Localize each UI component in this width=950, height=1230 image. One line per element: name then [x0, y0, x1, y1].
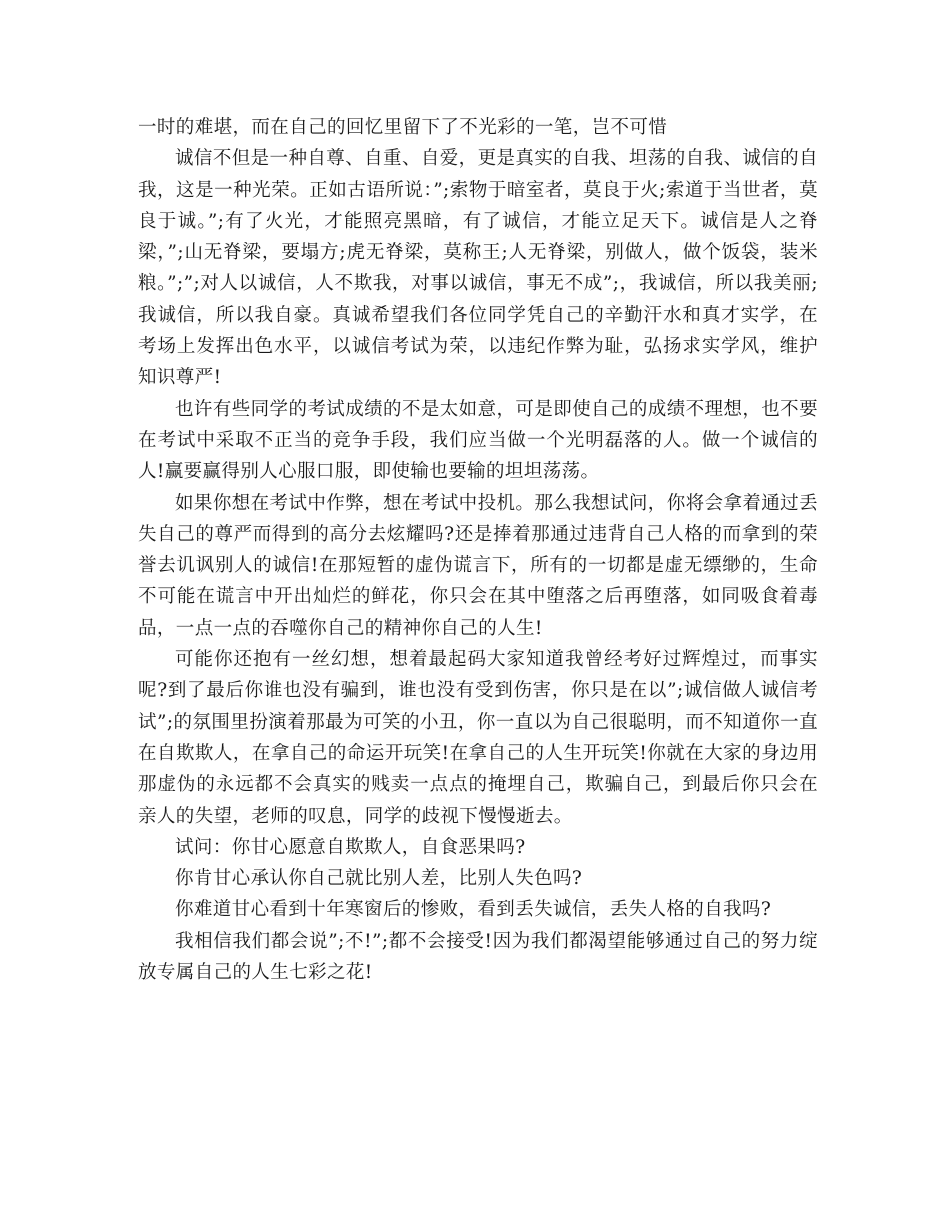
paragraph-continuation: 一时的难堪，而在自己的回忆里留下了不光彩的一笔，岂不可惜 [138, 117, 668, 138]
paragraph-fair-competition: 也许有些同学的考试成绩的不是太如意，可是即使自己的成绩不理想，也不要在考试中采取不正当的竞争手段，我们应当做一个光明磊落的人。做一个诚信的人!赢要赢得别人心服口服，即使输也要输的坦坦荡荡。 [138, 398, 818, 483]
paragraph-question-2: 你肯甘心承认你自己就比别人差，比别人失色吗? [175, 868, 583, 890]
paragraph-question-3: 你难道甘心看到十年寒窗后的惨败，看到丢失诚信，丢失人格的自我吗? [175, 899, 772, 921]
paragraph-conclusion: 我相信我们都会说”;不!”;都不会接受!因为我们都渴望能够通过自己的努力绽放专属自己的人生七彩之花! [138, 930, 818, 984]
paragraph-cheating-question: 如果你想在考试中作弊，想在考试中投机。那么我想试问，你将会拿着通过丢失自己的尊严而得到的高分去炫耀吗?还是捧着那通过违背自己人格的而拿到的荣誉去讥讽别人的诚信!在那短暂的虚伪谎言下，所有的一切都是虚无缥缈的，生命不可能在谎言中开出灿烂的鲜花，你只会在其中堕落之后再堕落，如同吸食着毒品，一点一点的吞噬你自己的精神你自己的人生! [138, 492, 818, 639]
document-page [138, 112, 818, 988]
paragraph-question-1: 试问：你甘心愿意自欺欺人，自食恶果吗? [175, 836, 526, 858]
paragraph-honesty-definition: 诚信不但是一种自尊、自重、自爱，更是真实的自我、坦荡的自我、诚信的自我，这是一种光荣。正如古语所说：”;索物于暗室者，莫良于火;索道于当世者，莫良于诚。”;有了火光，才能照亮黑暗，有了诚信，才能立足天下。诚信是人之脊梁，”;山无脊梁，要塌方;虎无脊梁，莫称王;人无脊梁，别做人，做个饭袋，装米粮。”;”;对人以诚信，人不欺我，对事以诚信，事无不成”;，我诚信，所以我美丽;我诚信，所以我自豪。真诚希望我们各位同学凭自己的辛勤汗水和真才实学，在考场上发挥出色水平，以诚信考试为荣，以违纪作弊为耻，弘扬求实学风，维护知识尊严! [138, 148, 818, 389]
paragraph-illusion: 可能你还抱有一丝幻想，想着最起码大家知道我曾经考好过辉煌过，而事实呢?到了最后你谁也没有骗到，谁也没有受到伤害，你只是在以”;诚信做人诚信考试”;的氛围里扮演着那最为可笑的小丑，你一直以为自己很聪明，而不知道你一直在自欺欺人，在拿自己的命运开玩笑!在拿自己的人生开玩笑!你就在大家的身边用那虚伪的永远都不会真实的贱卖一点点的掩埋自己，欺骗自己，到最后你只会在亲人的失望，老师的叹息，同学的歧视下慢慢逝去。 [138, 649, 818, 827]
